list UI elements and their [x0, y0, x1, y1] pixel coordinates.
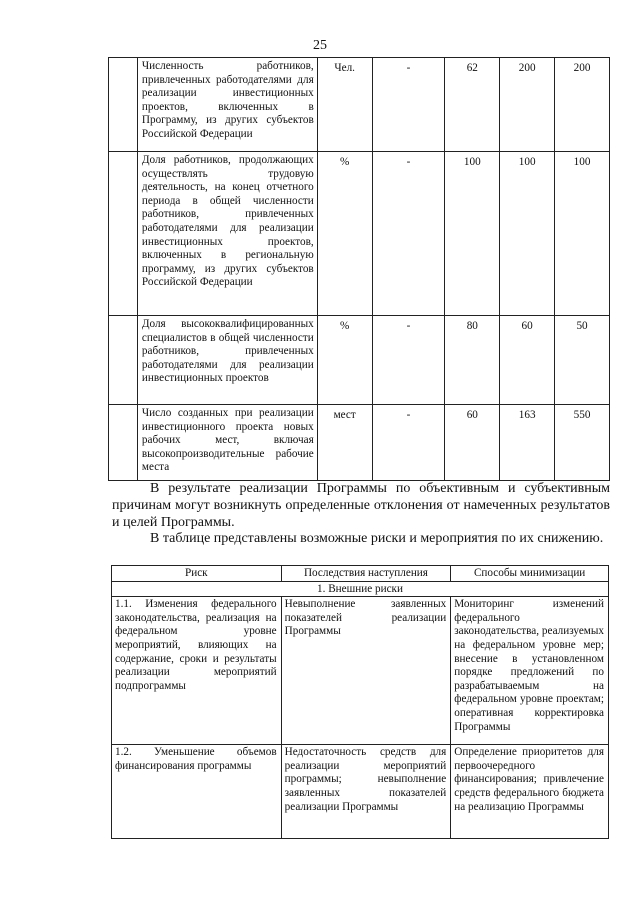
- indicator-name: Доля высококвалифицированных специалистов в общей численности работников, привлеченных работодателями для реализации инвестиционных проектов: [137, 316, 317, 405]
- mitigation-cell: Определение приоритетов для первоочередного финансирования; привлечение средств федерального бюджета на реализацию Программы: [451, 745, 609, 839]
- indicator-name: Доля работников, продолжающих осуществлять трудовую деятельность, на конец отчетного периода в общей численности работников, привлеченных работодателями для реализации инвестиционных проектов, включенных в региональную программу, из других субъектов Российской Федерации: [137, 152, 317, 316]
- table-header-row: [112, 566, 609, 582]
- table-row: [109, 152, 610, 316]
- indicator-value-2: 200: [500, 58, 555, 152]
- section-title: 1. Внешние риски: [112, 581, 609, 597]
- indicator-base: -: [372, 152, 445, 316]
- risks-table: [111, 565, 609, 839]
- indicator-base: -: [372, 405, 445, 481]
- indicator-unit: %: [317, 316, 372, 405]
- indicator-value-3: 50: [555, 316, 610, 405]
- table-row: [109, 316, 610, 405]
- row-number-cell: [109, 58, 138, 152]
- risk-cell: 1.2. Уменьшение объемов финансирования программы: [112, 745, 282, 839]
- indicator-value-1: 80: [445, 316, 500, 405]
- paragraph-results: В результате реализации Программы по объективным и субъективным причинам могут возникнуть определенные отклонения от намеченных результатов и целей Программы.: [112, 481, 610, 530]
- consequences-cell: Недостаточность средств для реализации мероприятий программы; невыполнение заявленных показателей реализации Программы: [281, 745, 451, 839]
- indicator-unit: Чел.: [317, 58, 372, 152]
- indicator-value-2: 100: [500, 152, 555, 316]
- column-header-risk: Риск: [112, 566, 282, 582]
- indicator-name: Число созданных при реализации инвестиционного проекта новых рабочих мест, включая высокопроизводительные рабочие места: [137, 405, 317, 481]
- risk-cell: 1.1. Изменения федерального законодательства, реализация на федеральном уровне мероприятий, влияющих на содержание, сроки и результаты реализации мероприятий подпрограммы: [112, 597, 282, 745]
- paragraph-risks-intro: В таблице представлены возможные риски и мероприятия по их снижению.: [150, 531, 604, 546]
- mitigation-cell: Мониторинг изменений федерального законодательства, реализуемых на федеральном уровне мер; внесение в установленном порядке предложений по разрабатываемым на федеральном уровне проектам; оперативная корректировка Программы: [451, 597, 609, 745]
- indicator-value-3: 200: [555, 58, 610, 152]
- indicator-value-1: 62: [445, 58, 500, 152]
- row-number-cell: [109, 316, 138, 405]
- table-row: [109, 58, 610, 152]
- indicator-value-1: 100: [445, 152, 500, 316]
- indicators-table: [108, 57, 610, 481]
- indicator-value-3: 550: [555, 405, 610, 481]
- indicator-unit: %: [317, 152, 372, 316]
- row-number-cell: [109, 405, 138, 481]
- row-number-cell: [109, 152, 138, 316]
- table-row: [112, 745, 609, 839]
- indicator-unit: мест: [317, 405, 372, 481]
- indicator-value-2: 60: [500, 316, 555, 405]
- table-row: [109, 405, 610, 481]
- consequences-cell: Невыполнение заявленных показателей реализации Программы: [281, 597, 451, 745]
- indicator-value-2: 163: [500, 405, 555, 481]
- indicator-value-1: 60: [445, 405, 500, 481]
- column-header-mitigation: Способы минимизации: [451, 566, 609, 582]
- page-number: 25: [313, 38, 327, 53]
- column-header-consequences: Последствия наступления: [281, 566, 451, 582]
- table-row: [112, 597, 609, 745]
- indicator-value-3: 100: [555, 152, 610, 316]
- section-row: [112, 581, 609, 597]
- indicator-name: Численность работников, привлеченных работодателями для реализации инвестиционных проектов, включенных в Программу, из других субъектов Российской Федерации: [137, 58, 317, 152]
- indicator-base: -: [372, 58, 445, 152]
- indicator-base: -: [372, 316, 445, 405]
